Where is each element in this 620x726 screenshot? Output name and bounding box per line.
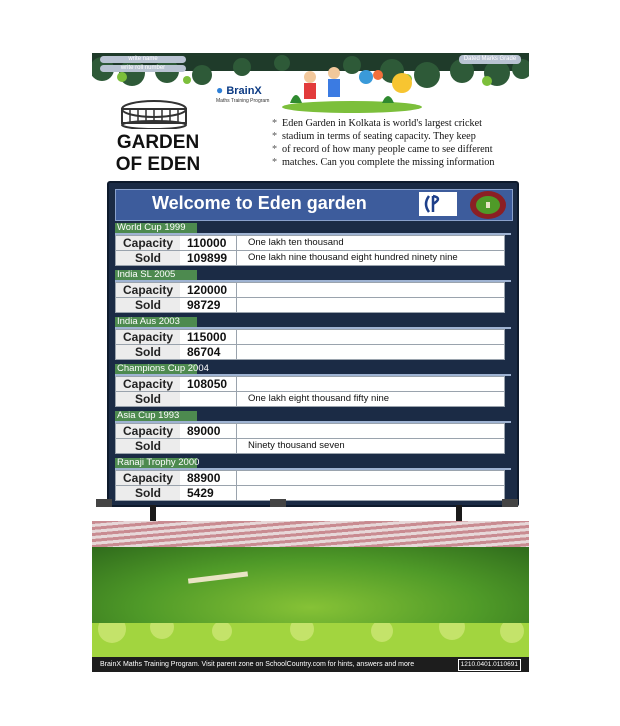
event-label: Ranaji Trophy 2000 [117, 457, 200, 468]
sold-row [115, 391, 505, 407]
capacity-label: Capacity [116, 330, 180, 344]
capacity-row [115, 470, 505, 486]
capacity-number[interactable]: 120000 [181, 283, 237, 297]
capacity-label: Capacity [116, 377, 180, 391]
title-line: GARDEN [116, 132, 200, 153]
sold-words[interactable]: One lakh eight thousand fifty nine [248, 393, 390, 404]
capacity-row [115, 423, 505, 439]
footer-bar [92, 657, 529, 672]
capacity-label: Capacity [116, 236, 180, 250]
floodlight-icon [96, 499, 112, 507]
brand-tagline: Maths Training Program [216, 98, 270, 104]
floodlight-icon [270, 499, 286, 507]
capacity-label: Capacity [116, 471, 180, 485]
kids-playing-illustration [282, 63, 422, 118]
sold-number[interactable]: 5429 [181, 486, 237, 500]
sold-number[interactable]: 109899 [181, 251, 237, 265]
intro-text [272, 117, 522, 169]
sold-label: Sold [116, 486, 180, 500]
capacity-number[interactable]: 115000 [181, 330, 237, 344]
product-code: 1210.0401.0110691 [458, 659, 521, 671]
sold-row [115, 250, 505, 266]
page-title [102, 132, 214, 176]
worksheet [92, 53, 529, 672]
capacity-number[interactable]: 110000 [181, 236, 237, 250]
student-fields [100, 55, 186, 74]
scoreboard [107, 181, 519, 507]
cricket-pitch [188, 571, 248, 583]
title-line: OF EDEN [115, 154, 201, 175]
brand-logo-icon: ● [216, 83, 224, 97]
sold-number[interactable] [181, 439, 237, 453]
brand-name: BrainX [226, 85, 262, 97]
sold-label: Sold [116, 392, 180, 406]
footer-text: BrainX Maths Training Program. Visit parent zone on SchoolCountry.com for hints, answers and more [100, 661, 415, 668]
sold-number[interactable]: 98729 [181, 298, 237, 312]
cricket-logo-icon [419, 192, 457, 216]
sold-number[interactable]: 86704 [181, 345, 237, 359]
sold-number[interactable] [181, 392, 237, 406]
event-label: India Aus 2003 [115, 317, 197, 327]
capacity-row [115, 282, 505, 298]
capacity-label: Capacity [116, 283, 180, 297]
stadium-badge-icon [468, 190, 508, 225]
intro-line: * stadium in terms of seating capacity. They keep [272, 130, 522, 143]
capacity-label: Capacity [116, 424, 180, 438]
capacity-row [115, 235, 505, 251]
sold-label: Sold [116, 298, 180, 312]
foreground-grass [92, 623, 529, 658]
capacity-row [115, 329, 505, 345]
capacity-number[interactable]: 88900 [181, 471, 237, 485]
sold-label: Sold [116, 439, 180, 453]
sold-words[interactable]: Ninety thousand seven [248, 440, 345, 451]
stadium-icon [118, 97, 190, 134]
event-label: Asia Cup 1993 [115, 411, 197, 421]
scoreboard-title: Welcome to Eden garden [152, 193, 367, 213]
scoreboard-header [115, 189, 513, 221]
floodlight-icon [502, 499, 518, 507]
sold-row [115, 344, 505, 360]
intro-line: * Eden Garden in Kolkata is world's largest cricket [272, 117, 522, 130]
sold-label: Sold [116, 345, 180, 359]
sold-label: Sold [116, 251, 180, 265]
intro-line: * matches. Can you complete the missing information [272, 156, 522, 169]
event-label: World Cup 1999 [115, 223, 197, 233]
sold-row [115, 485, 505, 501]
event-label: India SL 2005 [115, 270, 197, 280]
capacity-row [115, 376, 505, 392]
brand-logo [216, 83, 269, 104]
capacity-number[interactable]: 108050 [181, 377, 237, 391]
sold-row [115, 297, 505, 313]
sold-row [115, 438, 505, 454]
sold-words[interactable]: One lakh nine thousand eight hundred ninety nine [248, 252, 458, 263]
capacity-number[interactable]: 89000 [181, 424, 237, 438]
date-marks-field[interactable]: Dated Marks Grade [459, 55, 521, 64]
roll-number-field[interactable]: write roll number [100, 65, 186, 72]
capacity-words[interactable]: One lakh ten thousand [248, 237, 344, 248]
name-field[interactable]: write name [100, 56, 186, 63]
intro-line: * of record of how many people came to see different [272, 143, 522, 156]
event-label: Champions Cup 2004 [117, 363, 209, 374]
